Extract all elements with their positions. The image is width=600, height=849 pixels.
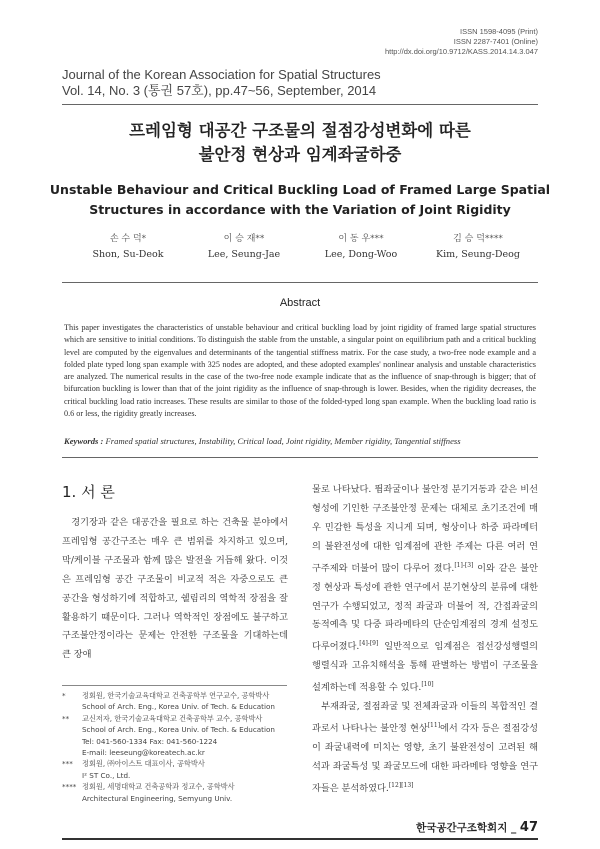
citation: [12][13]	[388, 781, 414, 789]
doi-link[interactable]: http://dx.doi.org/10.9712/KASS.2014.14.3.047	[384, 47, 538, 56]
author	[301, 232, 421, 262]
volume-info: Vol. 14, No. 3 (통권 57호), pp.47~56, September, 2014	[62, 83, 377, 98]
korean-title-line2: 불안정 현상과 임계좌굴하중	[198, 145, 402, 164]
author-english-name: Lee, Dong-Woo	[324, 249, 398, 260]
page-number: 47	[519, 820, 538, 835]
korean-title	[0, 119, 600, 167]
footnote: **** 정회원, 세명대학교 건축공학과 정교수, 공학박사 Architectural Engineering, Semyung Univ.	[62, 782, 235, 803]
abstract-heading: Abstract	[279, 297, 321, 309]
korean-title-line1: 프레임형 대공간 구조물의 절점강성변화에 따른	[129, 121, 471, 140]
right-paragraph-2: 부재좌굴, 절점좌굴 및 전체좌굴과 이들의 복합적인 결과로서 나타나는 불안정 현상[11]에서 각자 등은 절점강성이 좌굴내력에 미치는 영향, 초기 불완전성이 고려된 해석과 좌굴특성 및 좌굴모드에 대한 파라메타 영향을 연구자들은 분석하였다.[12][13]	[312, 701, 538, 794]
english-title	[0, 180, 600, 220]
issn-block	[385, 27, 538, 57]
abstract-top-rule	[62, 282, 538, 283]
author-english-name: Kim, Seung-Deog	[436, 249, 520, 260]
author-korean-name: 이 동 우***	[338, 234, 384, 244]
english-title-line2: Structures in accordance with the Variation of Joint Rigidity	[89, 202, 511, 217]
journal-name: Journal of the Korean Association for Spatial Structures	[62, 67, 381, 82]
footnote-rule	[62, 685, 287, 686]
keywords-text: Framed spatial structures, Instability, Critical load, Joint rigidity, Member rigidity, Tangential stiffness	[105, 436, 461, 446]
citation: [4]-[9]	[359, 640, 379, 648]
right-column	[312, 481, 538, 801]
intro-paragraph: 경기장과 같은 대공간을 필요로 하는 건축물 분야에서 프레임형 공간구조는 매우 큰 범위를 차지하고 있으며, 막/케이블 구조물과 함께 많은 발전을 거듭해 왔다. 이것은 프레임형 공간 구조물이 비교적 적은 자중으로도 큰 공간을 형성하기에 적합하고, 쉘림리의 역학적 장점을 잘 활용하기 때문이다. 그러나 역학적인 장점에도 불구하고 구조불안정이라는 문제는 안전한 구조물을 기대하는데 큰 장애	[62, 517, 288, 661]
footnote: * 정회원, 한국기술교육대학교 건축공학부 연구교수, 공학박사 School of Arch. Eng., Korea Univ. of Tech. & Education	[62, 691, 275, 712]
author-korean-name: 손 수 덕*	[109, 234, 147, 244]
issn-online: ISSN 2287-7401 (Online)	[453, 37, 538, 46]
issn-print: ISSN 1598-4095 (Print)	[460, 27, 538, 36]
english-title-line1: Unstable Behaviour and Critical Buckling Load of Framed Large Spatial	[49, 182, 551, 197]
footnote: *** 정회원, ㈜아이스트 대표이사, 공학박사 I² ST Co., Ltd.	[62, 759, 205, 780]
author-korean-name: 이 승 재**	[223, 234, 265, 244]
footer-journal: 한국공간구조학회지	[416, 822, 508, 834]
page-footer: 한국공간구조학회지 _ 47	[416, 820, 538, 835]
keywords	[64, 436, 536, 446]
citation: [10]	[421, 681, 434, 689]
author	[68, 232, 188, 262]
citation: [11]	[427, 722, 441, 730]
author-korean-name: 김 승 덕****	[453, 234, 503, 244]
author	[418, 232, 538, 262]
left-column	[62, 514, 288, 666]
citation: [1]-[3]	[454, 561, 474, 569]
journal-info	[62, 67, 381, 99]
section-heading: 1. 서 론	[62, 483, 115, 501]
footer-rule	[62, 838, 538, 840]
author-english-name: Lee, Seung-Jae	[207, 249, 281, 260]
footnotes	[62, 690, 292, 804]
author	[184, 232, 304, 262]
header-rule	[62, 104, 538, 105]
right-paragraph-1: 물로 나타났다. 뜀좌굴이나 불안정 분기거동과 같은 비선형성에 기인한 구조불안정 문제는 대체로 초기조건에 매우 민감한 특성을 지니게 되며, 형상이나 하중 파라메터의 불완전성에 대한 임계점에 관한 주제는 다른 여러 연구주제와 더불어 많이 다루어 졌다.[1]-[3] 이와 같은 불안정 현상과 특성에 관한 연구에서 분기현상의 분류에 대한 연구가 수행되었고, 정적 좌굴과 더불어 적, 간접좌굴의 동적예측 및 다중 파라메타의 단순임계점의 경계 설정도 다루어졌다.[4]-[9] 일반적으로 임계점은 접선강성행렬의 행렬식과 고유치해석을 통해 판별하는 방법이 구조물을 설계하는데 적용할 수 있다.[10]	[312, 484, 538, 694]
abstract-bottom-rule	[62, 457, 538, 458]
author-english-name: Shon, Su-Deok	[92, 249, 164, 260]
abstract-text: This paper investigates the characteristics of unstable behaviour and critical buckling load by joint rigidity of framed large spatial structures which are sensitive to initial conditions. To distinguish the stable from the unstable, a singular point on equilibrium path and a critical buckling level are computed by the eigenvalues and determinants of the tangential stiffness matrix. For the case study, a two-free node example and a folded plate typed long span example with 325 nodes are adopted, and these adopted examples' nonlinear analysis and unstable characteristics are analyzed. The numerical results in the case of the two-free node example indicate that as the influence of snap-through is bigger; that of bifurcation buckling is lower than that of the joint rigidity as the influence of snap-through is lower. Besides, when the rigidity decreases, the critical buckling load ratio increases. These results are similar to those of the folded-typed long span example. When the buckling load ratio is 0.6 or less, the rigidity greatly increases.	[64, 323, 536, 419]
footnote: ** 교신저자, 한국기술교육대학교 건축공학부 교수, 공학박사 School of Arch. Eng., Korea Univ. of Tech. & Education Tel: 041-560-1334 Fax: 041-560-1224 E-mail: leeseung@koreatech.ac.kr	[62, 713, 275, 758]
keywords-label: Keywords :	[64, 436, 104, 446]
